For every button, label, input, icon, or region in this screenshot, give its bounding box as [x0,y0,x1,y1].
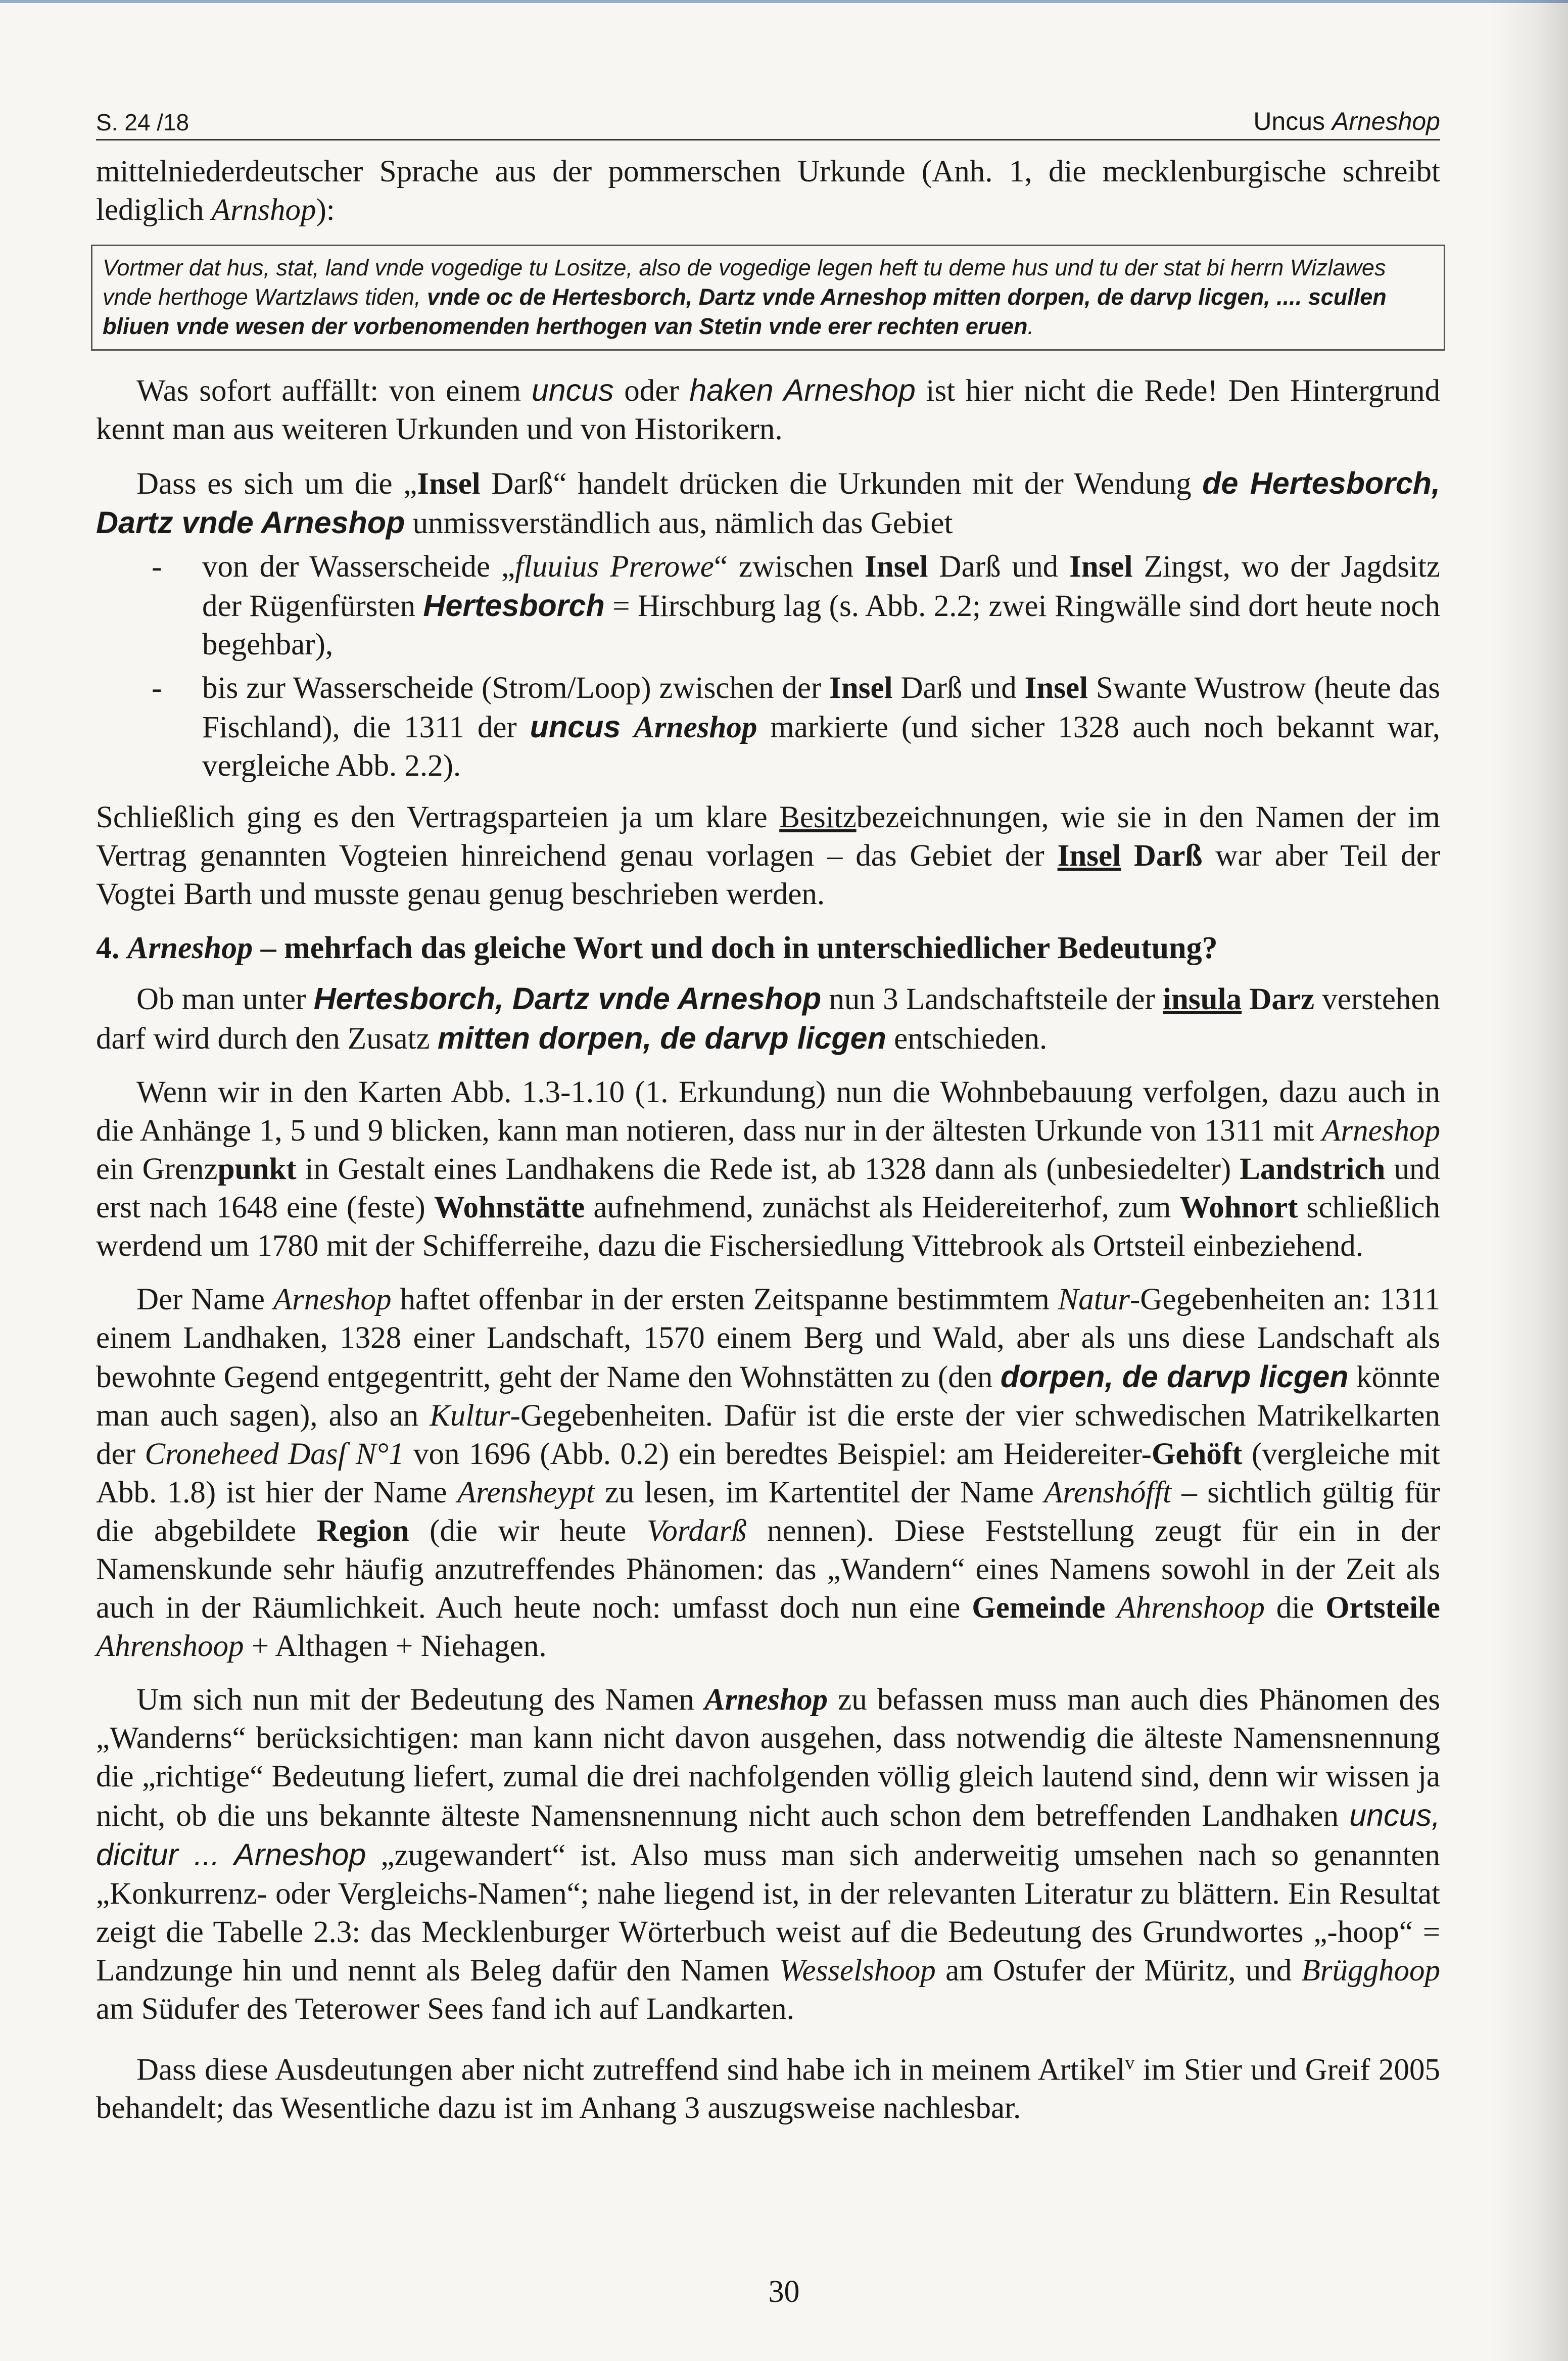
top-color-strip [0,0,1568,3]
paragraph-8: Dass diese Ausdeutungen aber nicht zutreffend sind habe ich in meinem Artikel$^v$ im Stier und Greif 2005 behandelt; das Wesentliche dazu ist im Anhang 3 auszugsweise nachlesbar. [96,2052,1440,2126]
page-reference: S. 24 /18 [96,109,189,135]
page-edge-shadow [1492,0,1568,2361]
running-title: Uncus Arneshop [1253,107,1440,135]
territory-list [96,548,1440,785]
paragraph-3: Schließlich ging es den Vertragsparteien ja um klare Besitzbezeichnungen, wie sie in den Namen der im Vertrag genannten Vogteien hinreichend genau vorlagen – das Gebiet der Insel Darß war aber Teil der Vogtei Barth und musste genau genug beschrieben werden. [96,800,1441,911]
footnote-marker: v [1125,2052,1135,2073]
section-heading: 4. Arneshop – mehrfach das gleiche Wort und doch in unterschiedlicher Bedeutung? [96,931,1218,965]
document-quote-box: Vortmer dat hus, stat, land vnde vogedige tu Lositze, also de vogedige legen heft tu deme hus und tu der stat bi herrn Wizlawes vnde herthoge Wartzlaws tiden, vnde oc de Hertesborch, Dartz vnde Arneshop mitten dorpen, de darvp licgen, .... scullen bliuen vnde wesen der vorbenomenden herthogen van Stetin vnde erer rechten eruen. [91,245,1445,351]
intro-paragraph: mittelniederdeutscher Sprache aus der pommerschen Urkunde (Anh. 1, die mecklenburgische schreibt lediglich Arnshop): [96,155,1440,227]
page-number: 30 [768,2275,800,2309]
paragraph-6: Der Name Arneshop haftet offenbar in der ersten Zeitspanne bestimmtem Natur-Gegebenheiten an: 1311 einem Landhaken, 1328 einer Landschaft, 1570 einem Berg und Wald, aber als uns diese Landschaft als bewohnte Gegend entgegentritt, geht der Name den Wohnstätten zu (den dorpen, de darvp licgen könnte man auch sagen), also an Kultur-Gegebenheiten. Dafür ist die erste der vier schwedischen Matrikelkarten der Croneheed Dasſ N°1 von 1696 (Abb. 0.2) ein beredtes Beispiel: am Heidereiter-Gehöft (vergleiche mit Abb. 1.8) ist hier der Name Arensheypt zu lesen, im Kartentitel der Name Arenshófft – sichtlich gültig für die abgebildete Region (die wir heute Vordarß nennen). Diese Feststellung zeugt für ein in der Namenskunde sehr häufig anzutreffendes Phänomen: das „Wandern“ eines Namens sowohl in der Zeit als auch in der Räumlichkeit. Auch heute noch: umfasst doch nun eine Gemeinde Ahrenshoop die Ortsteile Ahrenshoop + Althagen + Niehagen. [96,1283,1441,1663]
document-page [96,99,1440,2143]
paragraph-4: Ob man unter Hertesborch, Dartz vnde Arneshop nun 3 Landschaftsteile der insula Darz verstehen darf wird durch den Zusatz mitten dorpen, de darvp licgen entschieden. [96,981,1440,1056]
list-item: - von der Wasserscheide „fluuius Prerowe“ zwischen Insel Darß und Insel Zingst, wo der Jagdsitz der Rügenfürsten Hertesborch = Hirschburg lag (s. Abb. 2.2; zwei Ringwälle sind dort heute noch begehbar), [152,550,1441,662]
list-item: - bis zur Wasserscheide (Strom/Loop) zwischen der Insel Darß und Insel Swante Wustrow (heute das Fischland), die 1311 der uncus Arneshop markierte (und sicher 1328 auch noch bekannt war, vergleiche Abb. 2.2). [152,671,1441,783]
paragraph-2: Dass es sich um die „Insel Darß“ handelt drücken die Urkunden mit der Wendung de Hertesborch, Dartz vnde Arneshop unmissverständlich aus, nämlich das Gebiet [96,466,1440,540]
paragraph-7: Um sich nun mit der Bedeutung des Namen Arneshop zu befassen muss man auch dies Phänomen des „Wanderns“ berücksichtigen: man kann nicht davon ausgehen, dass notwendig die älteste Namensnennung die „richtige“ Bedeutung liefert, zumal die drei nachfolgenden völlig gleich lautend sind, denn wir wissen ja nicht, ob die uns bekannte älteste Namensnennung nicht auch schon dem betreffenden Landhaken uncus, dicitur ... Arneshop „zugewandert“ ist. Also muss man sich anderweitig umsehen nach so genannten „Konkurrenz- oder Vergleichs-Namen“; nahe liegend ist, in der relevanten Literatur zu blättern. Ein Resultat zeigt die Tabelle 2.3: das Mecklenburger Wörterbuch weist auf die Bedeutung des Grundwortes „-hoop“ = Landzunge hin und nennt als Beleg dafür den Namen Wesselshoop am Ostufer der Müritz, und Brügghoop am Südufer des Teterower Sees fand ich auf Landkarten. [96,1683,1440,2026]
paragraph-1: Was sofort auffällt: von einem uncus oder haken Arneshop ist hier nicht die Rede! Den Hintergrund kennt man aus weiteren Urkunden und von Historikern. [96,373,1441,446]
running-header [96,99,1440,140]
paragraph-5: Wenn wir in den Karten Abb. 1.3-1.10 (1. Erkundung) nun die Wohnbebauung verfolgen, dazu auch in die Anhänge 1, 5 und 9 blicken, kann man notieren, dass nur in der ältesten Urkunde von 1311 mit Arneshop ein Grenzpunkt in Gestalt eines Landhakens die Rede ist, ab 1328 dann als (unbesiedelter) Landstrich und erst nach 1648 eine (feste) Wohnstätte aufnehmend, zunächst als Heidereiterhof, zum Wohnort schließlich werdend um 1780 mit der Schifferreihe, dazu die Fischersiedlung Vittebrook als Ortsteil einbeziehend. [96,1075,1440,1263]
